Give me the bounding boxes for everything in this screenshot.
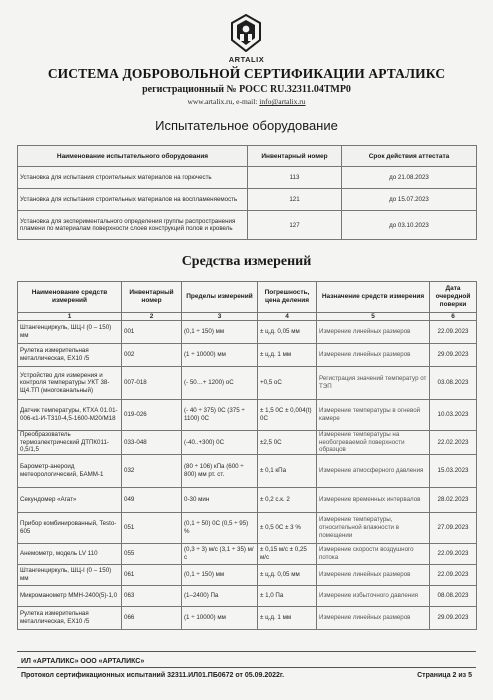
- equipment-header-row: [18, 146, 477, 167]
- page-number: Страница 2 из 5: [417, 672, 472, 679]
- instrument-range: (0,1 ÷ 150) мм: [182, 321, 258, 344]
- instrument-purpose: Измерение линейных размеров: [317, 564, 430, 585]
- instrument-range: (80 ÷ 106) кПа (600 ÷ 800) мм рт. ст.: [182, 454, 258, 487]
- table-row: [18, 167, 477, 189]
- equipment-title: Испытательное оборудование: [155, 118, 338, 133]
- instrument-purpose: Регистрация значений температур от ТЭП: [317, 367, 430, 400]
- footer-divider: [17, 667, 476, 668]
- instruments-header-row: [18, 282, 477, 313]
- instrument-name: Штангенциркуль, ШЦ-I (0 – 150) мм: [18, 321, 122, 344]
- instrument-inventory: 007-018: [122, 367, 182, 400]
- instrument-inventory: 002: [122, 344, 182, 367]
- table-row: [18, 564, 477, 585]
- instruments-header-error: Погрешность, цена деления: [258, 282, 317, 313]
- column-number: 2: [122, 313, 182, 321]
- instrument-date: 29.09.2023: [430, 344, 477, 367]
- equipment-name: Установка для экспериментального определения группы распространения пламени по материалам поверхности слоев конструкций полов и кровель: [18, 211, 248, 240]
- table-row: [18, 606, 477, 629]
- logo-shape: [232, 15, 260, 51]
- column-number: 3: [182, 313, 258, 321]
- instrument-range: (- 40 ÷ 375) 0С (375 ÷ 1100) 0С: [182, 400, 258, 431]
- equipment-header-name: Наименование испытательного оборудования: [18, 146, 248, 167]
- instrument-name: Штангенциркуль, ШЦ-I (0 – 150) мм: [18, 564, 122, 585]
- instrument-inventory: 063: [122, 585, 182, 606]
- instrument-date: 15.03.2023: [430, 454, 477, 487]
- equipment-validity: до 21.08.2023: [342, 167, 477, 189]
- instrument-name: Рулетка измерительная металлическая, EX10 /5: [18, 344, 122, 367]
- equipment-inventory: 127: [248, 211, 342, 240]
- table-row: [18, 543, 477, 564]
- instrument-name: Барометр-анероид метеорологический, БАММ-1: [18, 454, 122, 487]
- equipment-validity: до 15.07.2023: [342, 189, 477, 211]
- instrument-date: 22.09.2023: [430, 564, 477, 585]
- instrument-purpose: Измерение временных интервалов: [317, 487, 430, 512]
- instruments-table: [17, 281, 477, 630]
- table-row: [18, 211, 477, 240]
- table-row: [18, 344, 477, 367]
- instrument-name: Секундомер «Агат»: [18, 487, 122, 512]
- instrument-name: Прибор комбинированный, Testo-605: [18, 512, 122, 543]
- registration-number: регистрационный № РОСС RU.32311.04ТМР0: [142, 84, 351, 95]
- instrument-inventory: 001: [122, 321, 182, 344]
- table-row: [18, 321, 477, 344]
- instrument-date: 22.09.2023: [430, 543, 477, 564]
- equipment-header-validity: Срок действия аттестата: [342, 146, 477, 167]
- instrument-inventory: 019-026: [122, 400, 182, 431]
- instrument-error: ± ц.д. 0,05 мм: [258, 564, 317, 585]
- instrument-purpose: Измерение температуры на необогреваемой поверхности образцов: [317, 431, 430, 455]
- instrument-date: 10.03.2023: [430, 400, 477, 431]
- instruments-header-date: Дата очередной поверки: [430, 282, 477, 313]
- instrument-error: ± 1,5 0С ± 0,004(t) 0С: [258, 400, 317, 431]
- instrument-range: (0,1 ÷ 150) мм: [182, 564, 258, 585]
- instrument-date: 03.08.2023: [430, 367, 477, 400]
- instrument-inventory: 049: [122, 487, 182, 512]
- instrument-range: (1 ÷ 10000) мм: [182, 344, 258, 367]
- column-number: 6: [430, 313, 477, 321]
- instrument-range: (-40..+300) 0С: [182, 431, 258, 455]
- instrument-date: 08.08.2023: [430, 585, 477, 606]
- instrument-name: Микроманометр ММН-2400(5)-1,0: [18, 585, 122, 606]
- equipment-name: Установка для испытания строительных материалов на горючесть: [18, 167, 248, 189]
- instruments-header-name: Наименование средств измерений: [18, 282, 122, 313]
- equipment-validity: до 03.10.2023: [342, 211, 477, 240]
- instrument-error: ± 1,0 Па: [258, 585, 317, 606]
- brand-name: ARTALIX: [228, 55, 265, 64]
- instrument-purpose: Измерение атмосферного давления: [317, 454, 430, 487]
- column-number: 1: [18, 313, 122, 321]
- instrument-error: ± 0,2 с.к. 2: [258, 487, 317, 512]
- instrument-error: ± ц.д. 0,05 мм: [258, 321, 317, 344]
- instrument-error: ± 0,5 0С ± 3 %: [258, 512, 317, 543]
- website-link[interactable]: www.artalix.ru: [187, 97, 233, 106]
- instrument-purpose: Измерение линейных размеров: [317, 321, 430, 344]
- instruments-column-numbers: [18, 313, 477, 321]
- instruments-header-purpose: Назначение средств измерения: [317, 282, 430, 313]
- instrument-date: 22.02.2023: [430, 431, 477, 455]
- footer-organization: ИЛ «АРТАЛИКС» ООО «АРТАЛИКС»: [21, 658, 145, 665]
- instrument-inventory: 066: [122, 606, 182, 629]
- instrument-inventory: 032: [122, 454, 182, 487]
- table-row: [18, 487, 477, 512]
- table-row: [18, 367, 477, 400]
- equipment-header-inventory: Инвентарный номер: [248, 146, 342, 167]
- instrument-range: 0-30 мин: [182, 487, 258, 512]
- instrument-name: Устройство для измерения и контроля температуры УКТ 38-Щ4.ТП (многоканальный): [18, 367, 122, 400]
- instrument-date: 22.09.2023: [430, 321, 477, 344]
- artalix-logo-icon: [229, 14, 263, 52]
- instrument-error: ± 0,15 м/с ± 0,25 м/с: [258, 543, 317, 564]
- instrument-purpose: Измерение линейных размеров: [317, 606, 430, 629]
- instrument-purpose: Измерение температуры, относительной влажности в помещении: [317, 512, 430, 543]
- instruments-header-inventory: Инвентарный номер: [122, 282, 182, 313]
- instrument-purpose: Измерение температуры в огневой камере: [317, 400, 430, 431]
- instrument-purpose: Измерение скорости воздушного потока: [317, 543, 430, 564]
- instrument-error: ±2,5 0С: [258, 431, 317, 455]
- instrument-date: 28.02.2023: [430, 487, 477, 512]
- instrument-range: (1 ÷ 10000) мм: [182, 606, 258, 629]
- instrument-name: Рулетка измерительная металлическая, EX10 /5: [18, 606, 122, 629]
- equipment-inventory: 121: [248, 189, 342, 211]
- equipment-inventory: 113: [248, 167, 342, 189]
- table-row: [18, 400, 477, 431]
- table-row: [18, 512, 477, 543]
- instrument-date: 29.09.2023: [430, 606, 477, 629]
- instrument-name: Анемометр, модель LV 110: [18, 543, 122, 564]
- table-row: [18, 431, 477, 455]
- instrument-error: ± ц.д. 1 мм: [258, 606, 317, 629]
- equipment-table: [17, 145, 477, 240]
- column-number: 4: [258, 313, 317, 321]
- instruments-body: [18, 321, 477, 630]
- instrument-inventory: 055: [122, 543, 182, 564]
- table-row: [18, 585, 477, 606]
- column-number: 5: [317, 313, 430, 321]
- system-title: СИСТЕМА ДОБРОВОЛЬНОЙ СЕРТИФИКАЦИИ АРТАЛИКС: [47, 66, 446, 81]
- instrument-inventory: 033-048: [122, 431, 182, 455]
- instrument-name: Датчик температуры, КТХА 01.01-006-к1-И-Т310-4,5-1600-М20/М18: [18, 400, 122, 431]
- instrument-purpose: Измерение линейных размеров: [317, 344, 430, 367]
- instrument-range: (0,1 ÷ 50) 0С (0,5 ÷ 95) %: [182, 512, 258, 543]
- instrument-name: Преобразователь термоэлектрический ДТПК011-0,5/1,5: [18, 431, 122, 455]
- footer-protocol: Протокол сертификационных испытаний 32311.ИЛ01.ПБ0672 от 05.09.2022г.: [21, 672, 285, 679]
- instrument-error: ± ц.д. 1 мм: [258, 344, 317, 367]
- instrument-date: 27.09.2023: [430, 512, 477, 543]
- table-row: [18, 454, 477, 487]
- instrument-inventory: 051: [122, 512, 182, 543]
- instrument-inventory: 061: [122, 564, 182, 585]
- equipment-name: Установка для испытания строительных материалов на воспламеняемость: [18, 189, 248, 211]
- email-link[interactable]: info@artalix.ru: [259, 97, 306, 106]
- contacts: [0, 97, 493, 106]
- instrument-purpose: Измерение избыточного давления: [317, 585, 430, 606]
- instrument-error: +0,5 оС: [258, 367, 317, 400]
- instrument-range: (1–2400) Па: [182, 585, 258, 606]
- email-label: , e-mail:: [232, 97, 260, 106]
- table-row: [18, 189, 477, 211]
- instruments-title: Средства измерений: [181, 254, 312, 269]
- instrument-error: ± 0,1 кПа: [258, 454, 317, 487]
- instrument-range: (- 50…+ 1200) оС: [182, 367, 258, 400]
- footer-divider: [17, 651, 476, 652]
- instruments-header-range: Пределы измерений: [182, 282, 258, 313]
- instrument-range: (0,3 ÷ 3) м/с (3,1 ÷ 35) м/с: [182, 543, 258, 564]
